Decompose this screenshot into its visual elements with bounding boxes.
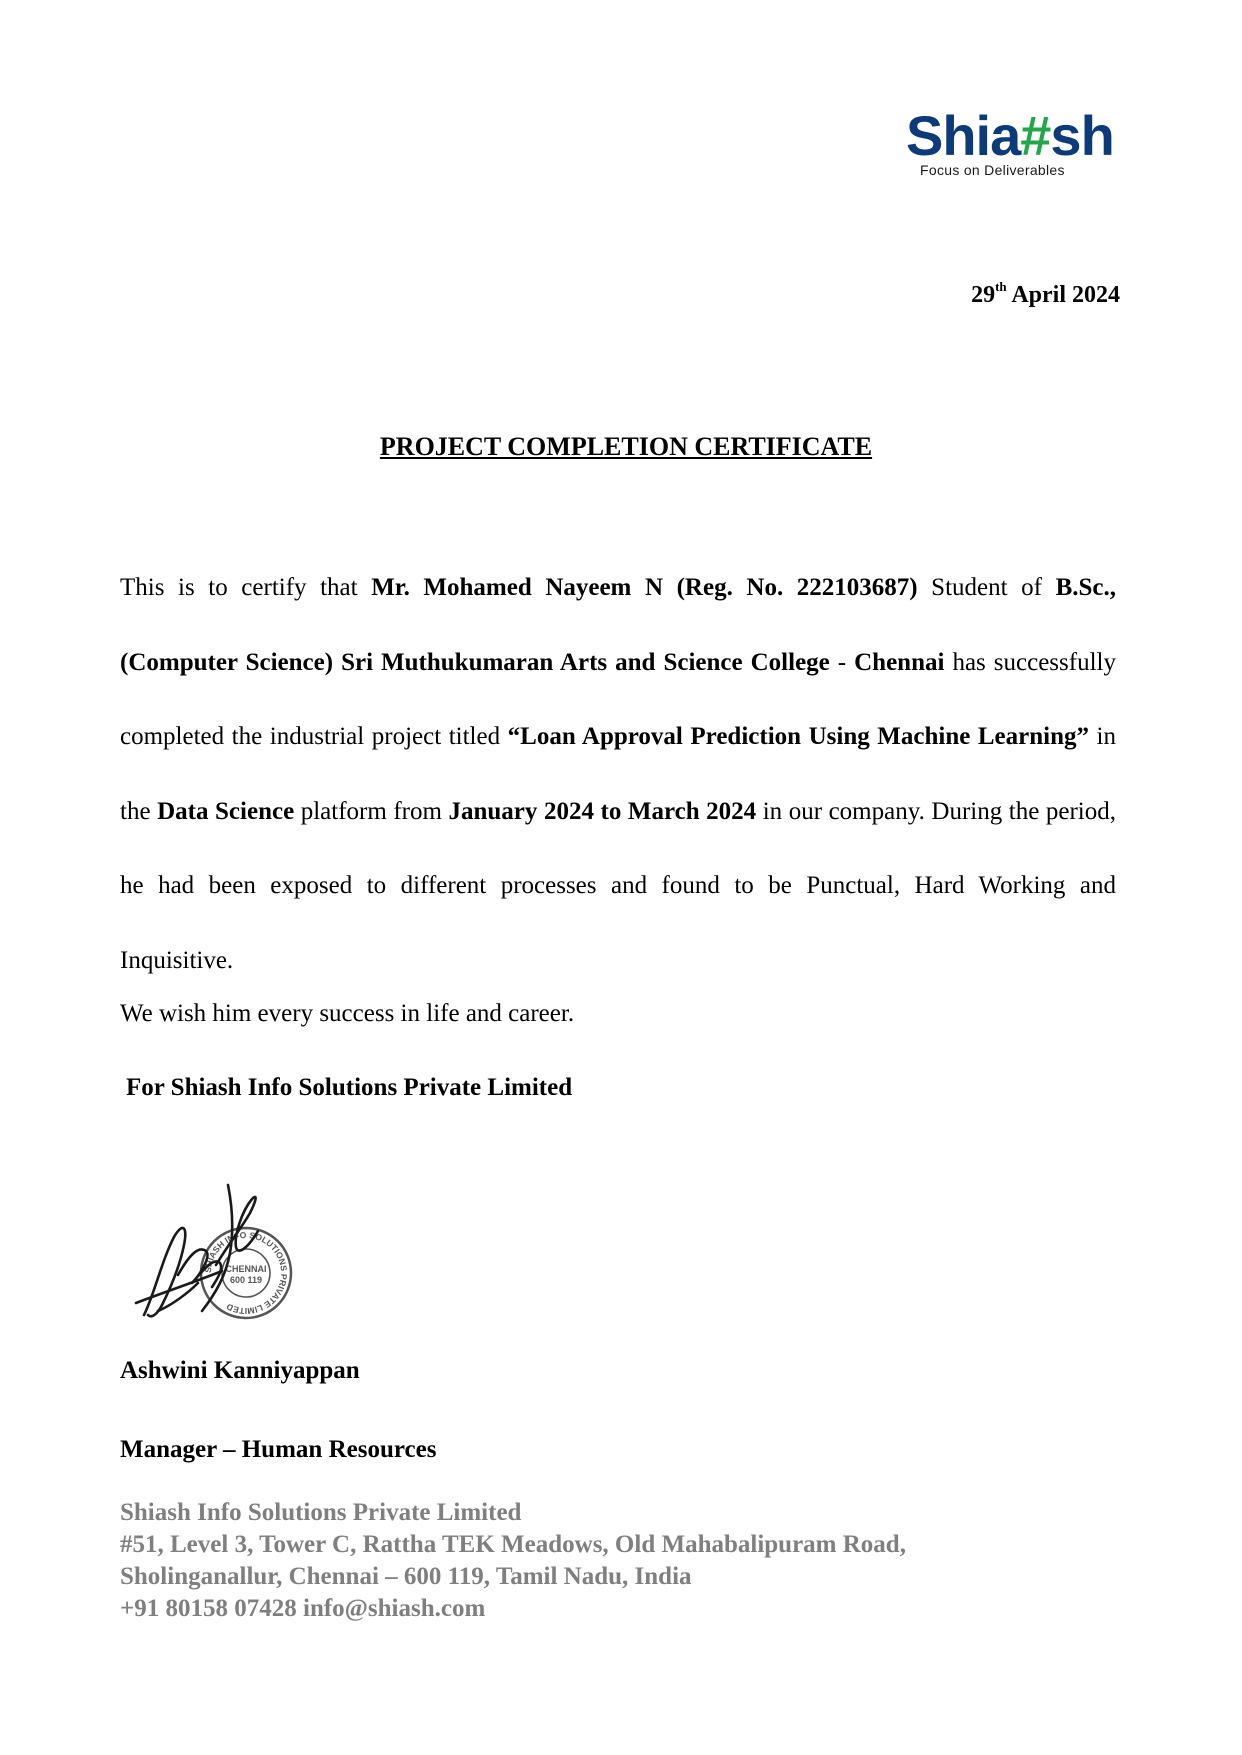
- date-month-year: April 2024: [1006, 282, 1120, 308]
- logo-hash-mark: #: [1020, 104, 1051, 167]
- course-college: B.Sc.,(Computer Science) Sri Muthukumaran Arts and Science College: [120, 574, 1116, 676]
- footer-address-line-2: Sholinganallur, Chennai – 600 119, Tamil Nadu, India: [120, 1563, 692, 1590]
- footer-address-line-1: #51, Level 3, Tower C, Rattha TEK Meadows, Old Mahabalipuram Road,: [120, 1531, 906, 1558]
- body-text-5: in the: [120, 723, 1116, 825]
- student-name: Mr. Mohamed Nayeem N (Reg. No. 222103687): [371, 574, 918, 601]
- footer-company-name: Shiash Info Solutions Private Limited: [120, 1499, 522, 1526]
- company-footer: [120, 1497, 906, 1625]
- logo-wordmark: [906, 104, 1114, 167]
- signatory-role: Manager – Human Resources: [120, 1436, 437, 1463]
- stamp-ring-text: SHIASH INFO SOLUTIONS PRIVATE LIMITED: [202, 1229, 290, 1317]
- certificate-title: PROJECT COMPLETION CERTIFICATE: [379, 432, 873, 461]
- stamp-pin: 600 119: [229, 1275, 263, 1285]
- body-text-6: platform from: [294, 797, 449, 825]
- signatory-name: Ashwini Kanniyappan: [120, 1357, 360, 1384]
- project-title: “Loan Approval Prediction Using Machine Learning”: [507, 723, 1089, 750]
- logo-tagline: Focus on Deliverables: [920, 162, 1065, 178]
- letter-date: [971, 279, 1120, 309]
- body-text-2: Student of: [917, 574, 1056, 601]
- stamp-city: CHENNAI: [225, 1264, 267, 1274]
- company-logo: [906, 104, 1114, 188]
- for-company-line: For Shiash Info Solutions Private Limited: [126, 1074, 573, 1101]
- footer-contact: +91 80158 07428 info@shiash.com: [120, 1595, 486, 1622]
- platform-name: Data Science: [157, 797, 295, 825]
- body-text-3: -: [829, 648, 855, 676]
- date-day: 29: [971, 282, 996, 308]
- closing-wish: We wish him every success in life and career.: [120, 1000, 575, 1027]
- college-city: Chennai: [854, 648, 945, 676]
- logo-word-prefix: Shia: [906, 104, 1021, 167]
- certificate-body: [120, 551, 1116, 998]
- body-text-1: This is to certify that: [120, 574, 372, 601]
- project-period: January 2024 to March 2024: [448, 797, 757, 825]
- date-ordinal-suffix: th: [995, 279, 1007, 294]
- logo-word-suffix: sh: [1050, 104, 1114, 167]
- body-text-4: has successfully completed the industrial project titled: [120, 648, 1116, 750]
- signature-and-stamp: [132, 1165, 312, 1335]
- body-text-7: in our company. During the period, he had been exposed to different processes and found to be Punctual, Hard Working and Inquisitive.: [120, 797, 1116, 974]
